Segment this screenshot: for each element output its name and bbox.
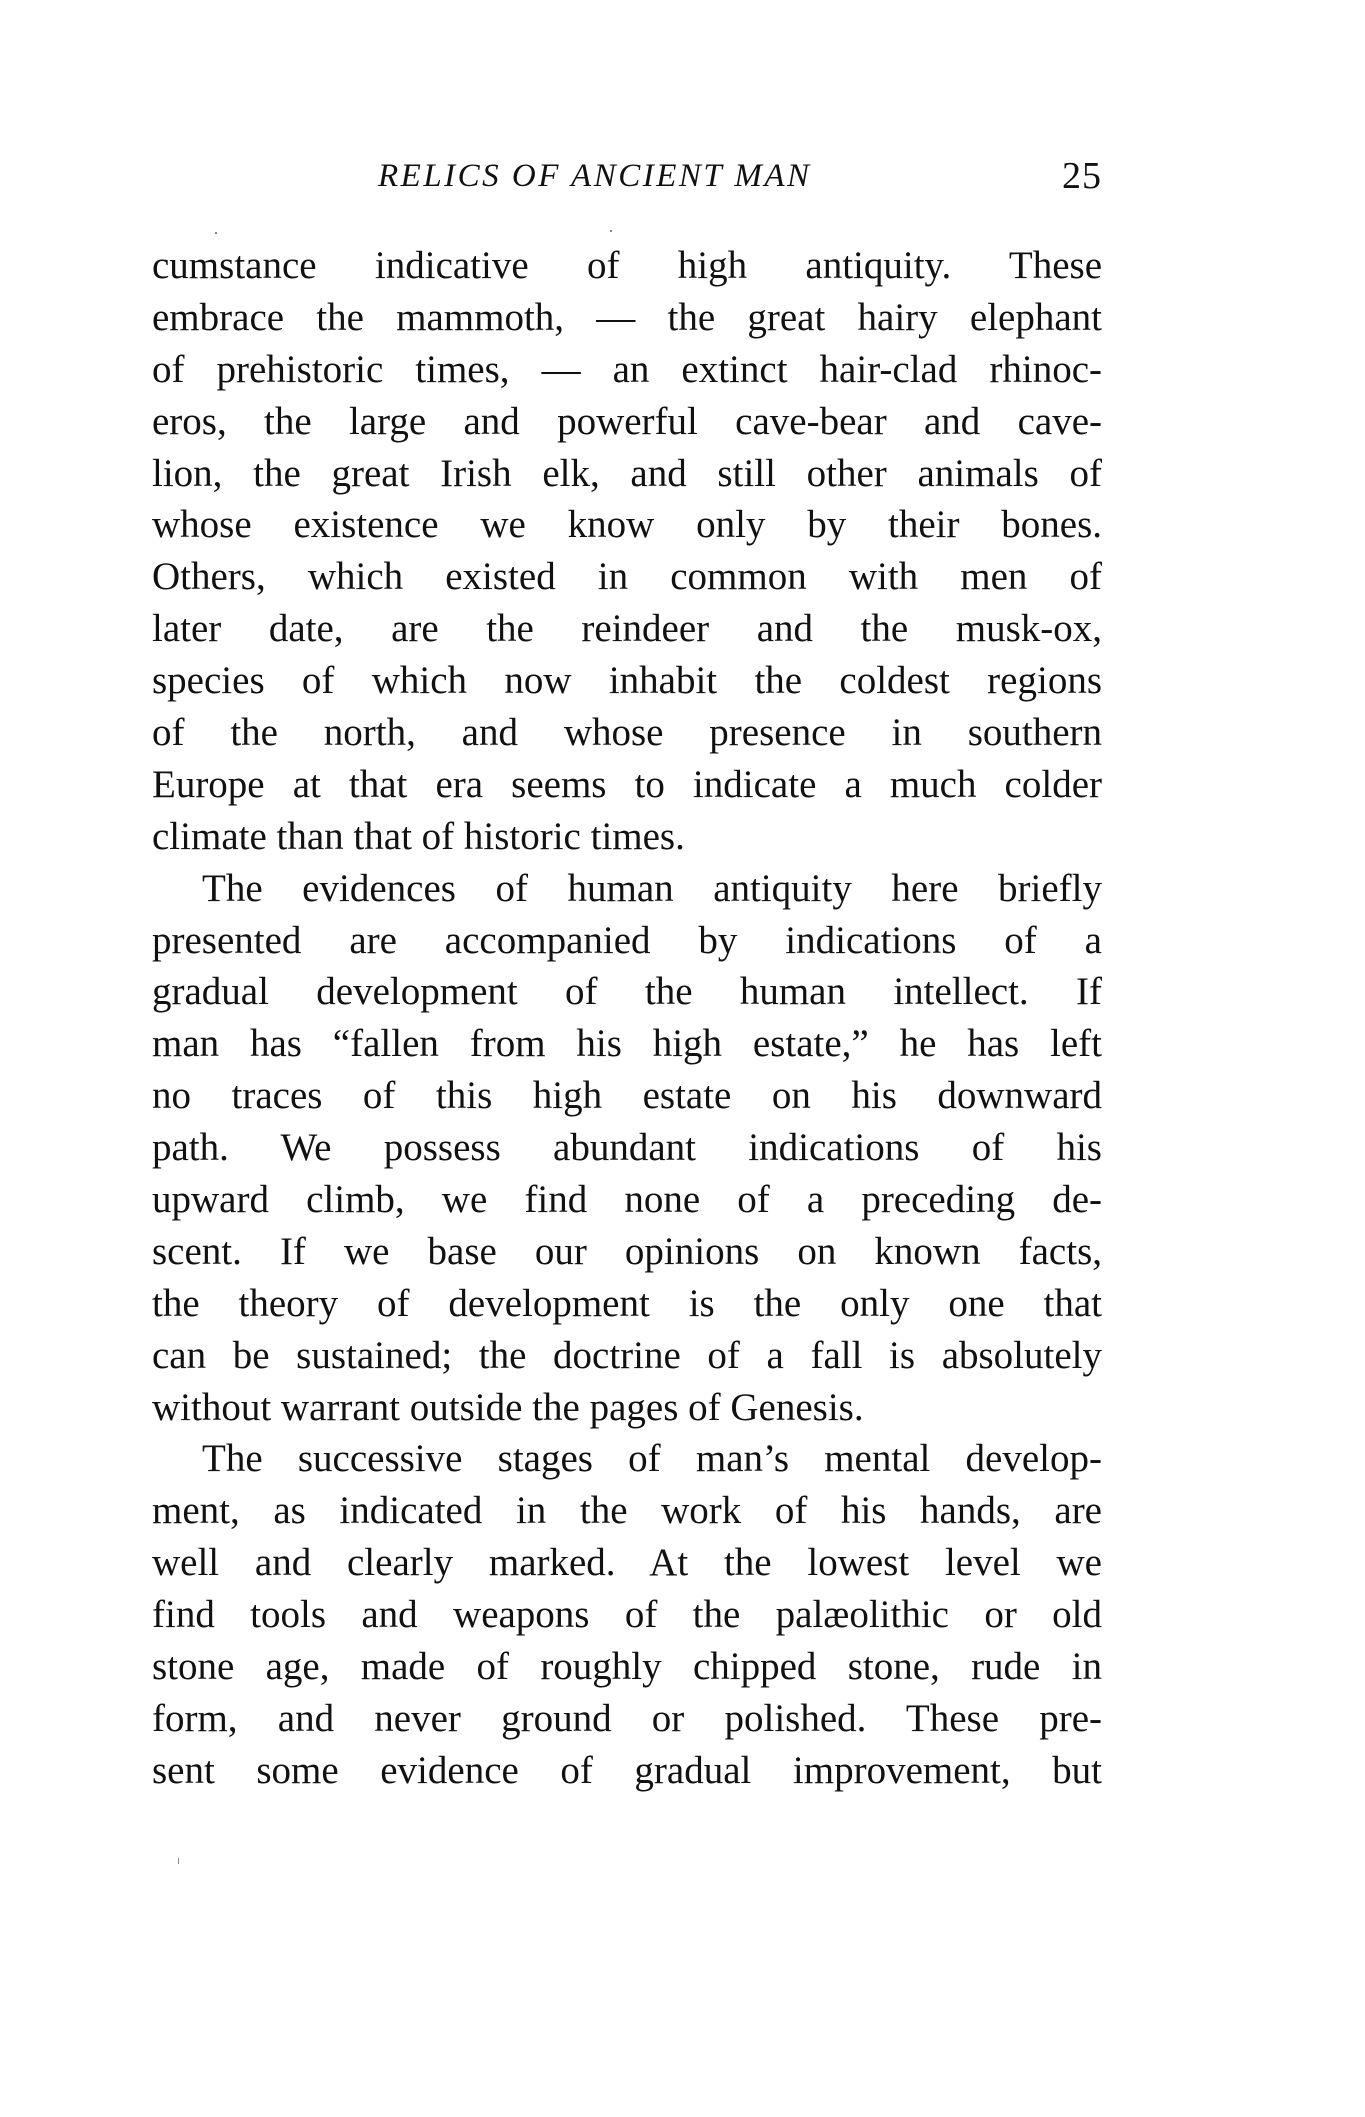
text-line: Europe at that era seems to indicate a much colder bbox=[152, 762, 1102, 806]
paragraph-3 bbox=[152, 1433, 1102, 1796]
paragraph-2 bbox=[152, 863, 1102, 1434]
scan-speck bbox=[215, 232, 217, 234]
text-line: of prehistoric times, — an extinct hair-clad rhinoc- bbox=[152, 347, 1102, 391]
paragraph-1 bbox=[152, 240, 1102, 863]
running-head bbox=[152, 152, 1102, 200]
text-line: upward climb, we find none of a preceding de- bbox=[152, 1178, 1102, 1222]
text-line: sent some evidence of gradual improvement, but bbox=[152, 1748, 1102, 1792]
text-line: eros, the large and powerful cave-bear and cave- bbox=[152, 399, 1102, 443]
text-line: The evidences of human antiquity here briefly bbox=[202, 866, 1102, 910]
text-line: ment, as indicated in the work of his hands, are bbox=[152, 1489, 1102, 1533]
text-line: no traces of this high estate on his downward bbox=[152, 1074, 1102, 1118]
text-line: form, and never ground or polished. These pre- bbox=[152, 1696, 1102, 1740]
page-number: 25 bbox=[1062, 155, 1102, 197]
text-line: without warrant outside the pages of Genesis. bbox=[152, 1385, 864, 1429]
text-line: cumstance indicative of high antiquity. These bbox=[152, 244, 1102, 287]
text-line: climate than that of historic times. bbox=[152, 814, 685, 858]
text-line: whose existence we know only by their bones. bbox=[152, 503, 1102, 547]
scan-speck bbox=[178, 1858, 179, 1864]
text-line: gradual development of the human intellect. If bbox=[152, 970, 1102, 1014]
text-line: of the north, and whose presence in southern bbox=[152, 711, 1102, 755]
text-line: scent. If we base our opinions on known facts, bbox=[152, 1229, 1102, 1273]
scan-speck bbox=[610, 230, 612, 232]
text-line: lion, the great Irish elk, and still other animals of bbox=[152, 451, 1102, 495]
text-line: well and clearly marked. At the lowest level we bbox=[152, 1541, 1102, 1585]
text-line: Others, which existed in common with men of bbox=[152, 555, 1102, 599]
text-line: man has “fallen from his high estate,” he has left bbox=[152, 1022, 1102, 1066]
text-line: stone age, made of roughly chipped stone, rude in bbox=[152, 1645, 1102, 1689]
text-line: path. We possess abundant indications of his bbox=[152, 1126, 1102, 1170]
text-line: presented are accompanied by indications of a bbox=[152, 918, 1102, 962]
text-line: The successive stages of man’s mental develop- bbox=[202, 1437, 1102, 1481]
text-line: can be sustained; the doctrine of a fall is absolutely bbox=[152, 1333, 1102, 1377]
text-line: the theory of development is the only one that bbox=[152, 1281, 1102, 1325]
text-line: later date, are the reindeer and the musk-ox, bbox=[152, 607, 1102, 651]
text-line: embrace the mammoth, — the great hairy elephant bbox=[152, 295, 1102, 339]
text-line: species of which now inhabit the coldest regions bbox=[152, 659, 1102, 703]
body-text bbox=[152, 240, 1102, 1797]
text-line: find tools and weapons of the palæolithic or old bbox=[152, 1593, 1102, 1637]
running-title: RELICS OF ANCIENT MAN bbox=[378, 158, 812, 194]
